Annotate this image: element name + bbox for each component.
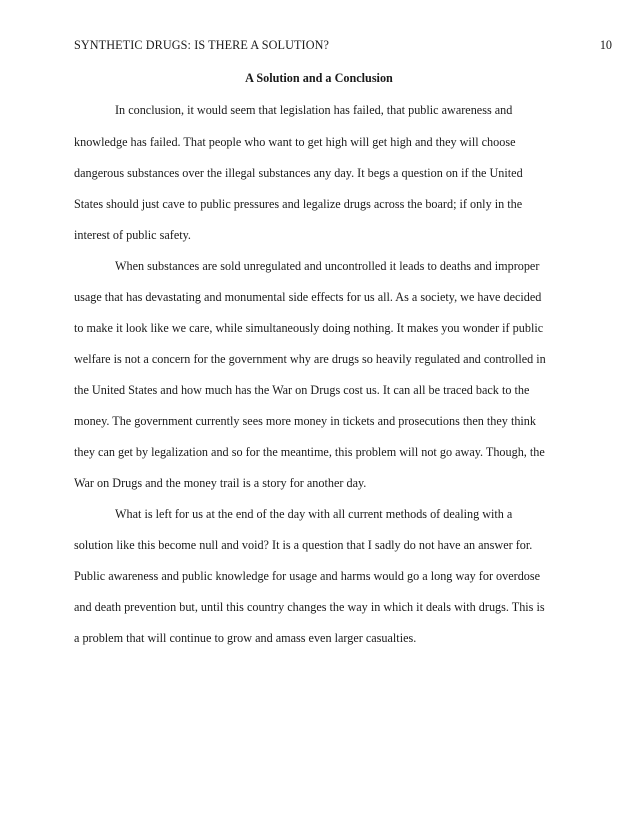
paragraph-3-line-4: and death prevention but, until this country changes the way in which it deals with drugs. This is [74, 600, 545, 614]
paragraph-2-line-7: they can get by legalization and so for the meantime, this problem will not go away. Though, the [74, 445, 545, 459]
paragraph-3-line-5: a problem that will continue to grow and amass even larger casualties. [74, 631, 417, 645]
paragraph-1-line-4: States should just cave to public pressures and legalize drugs across the board; if only in the [74, 197, 523, 211]
paragraph-2-line-5: the United States and how much has the War on Drugs cost us. It can all be traced back to the [74, 383, 530, 397]
paragraph-1-line-1: In conclusion, it would seem that legislation has failed, that public awareness and [115, 103, 513, 117]
paragraph-2-line-3: to make it look like we care, while simultaneously doing nothing. It makes you wonder if public [74, 321, 544, 335]
paragraph-2-line-8: War on Drugs and the money trail is a story for another day. [74, 476, 367, 490]
running-head [74, 37, 612, 53]
paragraph-3-line-1: What is left for us at the end of the day with all current methods of dealing with a [115, 507, 513, 521]
paragraph-1-line-2: knowledge has failed. That people who want to get high will get high and they will choose [74, 135, 516, 149]
paragraph-2-line-1: When substances are sold unregulated and uncontrolled it leads to deaths and improper [115, 259, 540, 273]
running-head-title: SYNTHETIC DRUGS: IS THERE A SOLUTION? [74, 38, 330, 52]
page-number: 10 [599, 38, 612, 52]
paragraph-1-line-5: interest of public safety. [74, 228, 191, 242]
paragraph-2-line-2: usage that has devastating and monumental side effects for us all. As a society, we have decided [74, 290, 542, 304]
paragraph-2-line-4: welfare is not a concern for the government why are drugs so heavily regulated and controlled in [74, 352, 546, 366]
paragraph-3-line-2: solution like this become null and void? It is a question that I sadly do not have an answer for. [74, 538, 533, 552]
section-heading: A Solution and a Conclusion [245, 71, 393, 85]
paragraph-1-line-3: dangerous substances over the illegal substances any day. It begs a question on if the United [74, 166, 523, 180]
paragraph-2-line-6: money. The government currently sees more money in tickets and prosecutions then they think [74, 414, 536, 428]
paragraph-3-line-3: Public awareness and public knowledge for usage and harms would go a long way for overdose [74, 569, 541, 583]
